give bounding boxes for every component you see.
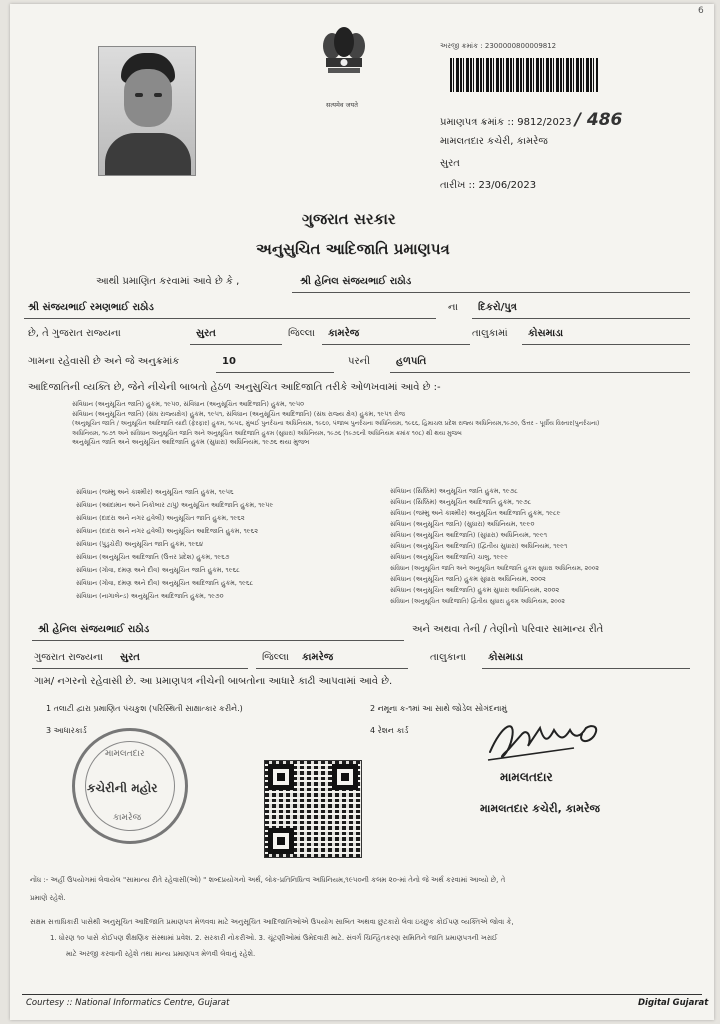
office-name: મામલતદાર કચેરી, કામરેજ xyxy=(440,136,548,147)
order-item: સંવિધાન (સિક્કિમ) અનુસૂચિત જાતિ હુકમ, ૧૯૭૮ xyxy=(390,487,518,495)
document-title: અનુસુચિત આદિજાતિ પ્રમાણપત્ર xyxy=(256,240,450,258)
certificate-number-label: પ્રમાણપત્ર ક્રમાંક :: xyxy=(440,117,515,128)
bottom-text-line3: માટે અરજી કરવાની રહેશે તથા માન્ય પ્રમાણપત્ર મેળવી લેવાનું રહેશે. xyxy=(66,950,256,958)
resident-village: કોસમાડા xyxy=(488,652,524,663)
order-item: સંવિધાન (અનુસૂચિત આદિજાતિ) હુકમ સુધારા અધિનિયમ, ૨૦૦૨ xyxy=(390,586,560,594)
bottom-text-line2: 1. ધોરણ ૧૦ પાસે કોઈપણ શૈક્ષણિક સંસ્થામાં પ્રવેશ. 2. સરકારી નોકરીઓ. 3. ચૂંટણીઓમાં ઉમેદવારી માટે. સંવર્ગ ચિન્હિતકરણ સમિતિને જાતિ પ્રમાણપત્રની ખરાઈ xyxy=(50,934,498,942)
basis-item: 2 નમૂના ક-૧માં આ સાથે જોડેલ સોગંદનામું xyxy=(370,704,508,713)
applicant-name: શ્રી હેનિલ સંજયભાઈ રાઠોડ xyxy=(300,276,412,287)
act-line: (અનુસૂચિત જાતિ / અનુસૂચિત આદિજાતિ યાદી (ફેરફાર) હુકમ, ૧૯૫૬, મુંબઈ પુનર્રચના અધિનિયમ, ૧૯૬૦, પંજાબ પુનર્રચના અધિનિયમ, ૧૯૬૬, હિમાચલ પ્રદેશ રાજ્ય અધિનિયમ,૧૯૭૦, ઉત્તર - પૂર્વીય વિસ્તાર(પુનર્રચના) xyxy=(72,420,600,427)
application-number: અરજી ક્રમાંક : 2300000800009812 xyxy=(440,42,557,50)
order-item: સંવિધાન (અનુસૂચિત જાતિ) (સુધારા) અધિનિયમ, ૧૯૯૦ xyxy=(390,520,535,528)
certify-text: આથી પ્રમાણિત કરવામાં આવે છે કે , xyxy=(96,276,240,287)
act-line: અનુસૂચિત જાતિ અને અનુસૂચિત આદિજાતિ હુકમ (સુધારા) અધિનિયમ, ૧૯૭૬ થયા મુજબ xyxy=(72,438,310,446)
order-item: સંવિધાન (નાગાલેન્ડ) અનુસૂચિત આદિજાતિ હુકમ, ૧૯૭૦ xyxy=(76,592,224,600)
act-line: સંવિધાન (અનુસૂચિત જાતિ) હુકમ, ૧૯૫૦, સંવિધાન (અનુસૂચિત આદિજાતિ) હુકમ, ૧૯૫૦ xyxy=(72,400,305,408)
seal-main-text: કચેરીની મહોર xyxy=(87,781,158,795)
certificate-number: 9812/2023 xyxy=(517,117,572,128)
order-item: સંવિધાન (પુડુચેરી) અનુસૂચિત જાતિ હુકમ, ૧૯૬૪ xyxy=(76,540,204,548)
order-item: સંવિધાન (જમ્મુ અને કાશ્મીર) અનુસૂચિત જાતિ હુકમ, ૧૯૫૬ xyxy=(76,488,234,496)
seal-bottom-text: કામરેજ xyxy=(113,813,142,823)
order-item: સંવિધાન (અનુસૂચિત આદિજાતિ (ઉત્તર પ્રદેશ) હુકમ, ૧૯૬૭ xyxy=(76,553,230,561)
resident-talukana-label: તાલુકાના xyxy=(430,652,467,663)
parent-name: શ્રી સંજયભાઈ રમણભાઈ રાઠોડ xyxy=(28,302,154,313)
resident-jilla-label: જિલ્લા xyxy=(262,652,289,663)
order-item: સંવિધાન (અનુસૂચિત જાતિ) હુકમ સુધારા અધિનિયમ, ૨૦૦૨ xyxy=(390,575,546,583)
bottom-text: સક્ષમ સત્તાધિકારી પાસેથી અનુસૂચિત આદિજાતિ પ્રમાણપત્ર મેળવવા માટે અનુસૂચિત આદિજાતિઓએ ઉપયોગ સાબિત અથવા છુટકારો લેવા ઇચ્છુક કોઈપણ વ્યક્તિએ જોવા કે, xyxy=(30,918,514,926)
order-item: સંવિધાન (ગોવા, દમણ અને દીવ) અનુસૂચિત જાતિ હુકમ, ૧૯૬૮ xyxy=(76,566,240,574)
order-item: સંવિધાન (દાદરા અને નગર હવેલી) અનુસૂચિત જાતિ હુકમ, ૧૯૬૨ xyxy=(76,514,245,522)
resident-name: શ્રી હેનિલ સંજયભાઈ રાઠોડ xyxy=(38,624,150,635)
resident-district: સુરત xyxy=(120,652,140,663)
serial-number: 10 xyxy=(222,356,236,367)
barcode xyxy=(450,58,598,92)
talukama-label: તાલુકામાં xyxy=(472,328,508,339)
date-label: તારીખ :: xyxy=(440,180,476,191)
adijati-text: આદિજાતિની વ્યક્તિ છે, જેને નીચેની બાબતો હેઠળ અનુસુચિત આદિજાતિ તરીકે ઓળખવામાં આવે છે :- xyxy=(28,382,441,393)
village: કોસમાડા xyxy=(528,328,564,339)
basis-text: ગામ/ નગરનો રહેવાસી છે. આ પ્રમાણપત્ર નીચેની બાબતોના આધારે કાઢી આપવામાં આવે છે. xyxy=(34,676,393,687)
village-label: ગામના રહેવાસી છે અને જે અનુક્રમાંક xyxy=(28,356,180,367)
order-item: સંવિધાન (અનુસૂચિત જાતિ અને અનુસૂચિત આદિજાતિ હુકમ સુધારા અધિનિયમ, ૨૦૦૨ xyxy=(390,565,599,572)
state-text: છે, તે ગુજરાત રાજ્યના xyxy=(28,328,121,339)
acts-block xyxy=(72,400,599,448)
note-text-continued: પ્રમાણે રહેશે. xyxy=(30,894,66,902)
relation: દિકરો/પુત્ર xyxy=(478,302,517,313)
resident-suffix: અને અથવા તેની / તેણીનો પરિવાર સામાન્ય રીતે xyxy=(412,624,604,635)
taluka: કામરેજ xyxy=(328,328,360,339)
office-seal xyxy=(72,728,188,844)
parni-label: પરની xyxy=(348,356,370,367)
basis-item: 3 આધારકાર્ડ xyxy=(46,726,87,735)
note-text: અહીં ઉપયોગમાં લેવાયેલ "સામાન્ય રીતે રહેવાસી(ઓ) " શબ્દપ્રયોગનો અર્થ, લોક-પ્રતિનિધિત્વ અધિનિયમ,૧૯૫૦ની કલમ ૨૦-માં તેનો જે અર્થ કરવામાં આવ્યો છે, તે xyxy=(50,876,506,884)
courtesy-text: Courtesy :: National Informatics Centre, Gujarat xyxy=(26,998,230,1008)
government-title: ગુજરાત સરકાર xyxy=(302,210,396,228)
issue-date: 23/06/2023 xyxy=(478,180,537,191)
order-item: સંવિધાન (આંદામાન અને નિકોબાર ટાપુ) અનુસૂચિત આદિજાતિ હુકમ, ૧૯૫૯ xyxy=(76,501,274,509)
note-label: નોંધ :- xyxy=(30,876,49,884)
basis-item: 4 રેશન કાર્ડ xyxy=(370,726,409,735)
act-line: સંવિધાન (અનુસૂચિત જાતિ) (સંઘ રાજ્યક્ષેત્ર) હુકમ, ૧૯૫૧, સંવિધાન (અનુસૂચિત આદિજાતિ) (સંઘ રાજ્ય ક્ષેત્ર) હુકમ, ૧૯૫૧ રોજ xyxy=(72,409,406,418)
national-emblem-icon xyxy=(316,26,372,98)
order-item: સંવિધાન (દાદરા અને નગર હવેલી) અનુસૂચિત આદિજાતિ હુકમ, ૧૯૬૨ xyxy=(76,527,259,535)
act-line: અધિનિયમ, ૧૯૭૧ અને સંવિધાન અનુસૂચિત જાતિ અને અનુસૂચિત આદિજાતિ હુકમ (સુધારા) અધિનિયમ, ૧૯૭૬ (૧૯૭૬ની અધિનિયમ ક્રમાંક ૧૦૮) થી થયા મુજબ xyxy=(72,429,462,437)
brand-text: Digital Gujarat xyxy=(638,998,709,1008)
district: સુરત xyxy=(196,328,216,339)
resident-state: ગુજરાત રાજ્યના xyxy=(34,652,103,663)
jilla-label: જિલ્લા xyxy=(288,328,315,339)
certificate-paper xyxy=(10,4,714,1020)
seal-top-text: મામલતદાર xyxy=(105,749,145,759)
certificate-number-handwritten: / 486 xyxy=(574,110,623,130)
signatory-designation: મામલતદાર xyxy=(500,770,553,784)
order-item: સંવિધાન (અનુસૂચિત આદિજાતિ) (સુધારા) અધિનિયમ, ૧૯૯૧ xyxy=(390,531,548,539)
order-item: સંવિધાન (જમ્મુ અને કાશ્મીર) અનુસૂચિત આદિજાતિ હુકમ, ૧૯૮૯ xyxy=(390,509,561,517)
order-item: સંવિધાન (સિક્કિમ) અનુસૂચિત આદિજાતિ હુકમ, ૧૯૭૮ xyxy=(390,498,532,506)
order-item: સંવિધાન (ગોવા, દમણ અને દીવ) અનુસૂચિત આદિજાતિ હુકમ, ૧૯૬૮ xyxy=(76,579,254,587)
orders-right-list xyxy=(390,486,599,607)
orders-left-list xyxy=(76,486,273,603)
office-city: સુરત xyxy=(440,158,460,169)
signatory-office: મામલતદાર કચેરી, કામરેજ xyxy=(480,802,600,815)
applicant-photo xyxy=(98,46,196,176)
order-item: સંવિધાન (અનુસૂચિત આદિજાતિ) ચાલુ, ૧૯૯૯ xyxy=(390,553,509,561)
qr-code xyxy=(264,760,362,858)
tribe-name: હળપતિ xyxy=(396,356,427,367)
order-item: સંવિધાન (અનુસૂચિત આદિજાતિ) (દ્વિતીય સુધારા) અધિનિયમ, ૧૯૯૧ xyxy=(390,542,568,550)
signature-image xyxy=(482,704,612,766)
emblem-motto: सत्यमेव जयते xyxy=(326,101,358,109)
na-label: ના xyxy=(448,302,458,313)
basis-item: 1 તલાટી દ્વારા પ્રમાણિત પંચકુશ (પરિસ્થિતી સાક્ષાત્કાર કરીને.) xyxy=(46,704,243,713)
order-item: સંવિધાન (અનુસૂચિત આદિજાતિ) દ્વિતીય સુધારા હુકમ અધિનિયમ, ૨૦૦૨ xyxy=(390,598,565,605)
resident-taluka: કામરેજ xyxy=(302,652,334,663)
corner-mark: 6 xyxy=(698,6,704,16)
